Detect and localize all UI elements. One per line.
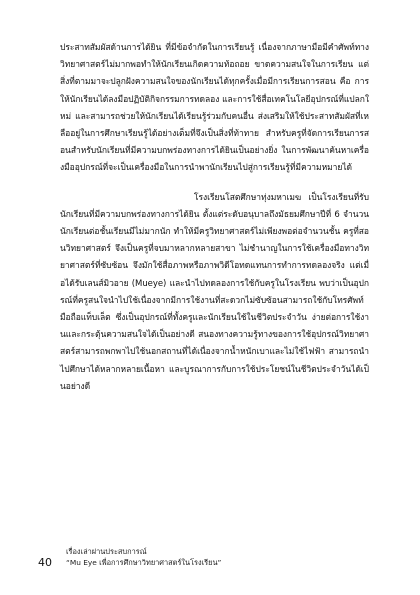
paragraph-2: โรงเรียนโสตศึกษาทุ่งมหาเมฆ เป็นโรงเรียนที่รับนักเรียนที่มีความบกพร่องทางการได้ยิน ตั้งแต่ระดับอนุบาลถึงมัธยมศึกษาปีที่ 6 จำนวนนักเรียนต่อชั้นเรียนมีไม่มากนัก ทำให้มีครูวิทยาศาสตร์ไม่เพียงพอต่อจำนวนชั้น ครูที่สอนวิทยาศาสตร์ จึงเป็นครูที่จบมาหลากหลายสาขา ไม่ชำนาญในการใช้เครื่องมือทางวิทยาศาสตร์ที่ซับซ้อน จึงมักใช้สื่อภาพหรือภาพวิดีโอทดแทนการทำการทดลองจริง แต่เมื่อได้รับเลนส์มิวอาย (Mueye) และนำไปทดลองการใช้กับครูในโรงเรียน พบว่าเป็นอุปกรณ์ที่ครูสนใจนำไปใช้เนื่องจากมีการใช้งานที่สะดวกไม่ซับซ้อนสามารถใช้กับโทรศัพท์มือถือแท็บเล็ต ซึ่งเป็นอุปกรณ์ที่ทั้งครูและนักเรียนใช้ในชีวิตประจำวัน ง่ายต่อการใช้งานและกระตุ้นความสนใจได้เป็นอย่างดี สนองทางความรู้ทางของการใช้อุปกรณ์วิทยาศาสตร์สามารถพกพาไปใช้นอกสถานที่ได้เนื่องจากน้ำหนักเบาและไม่ใช้ไฟฟ้า สามารถนำไปศึกษาได้หลากหลายเนื้อหา และบูรณาการกับการใช้ประโยชน์ในชีวิตประจำวันได้เป็นอย่างดี <box>60 192 369 392</box>
page-number: 40 <box>38 556 52 569</box>
body-text <box>60 40 369 396</box>
footer-book-title: “Mu Eye เพื่อการศึกษาวิทยาศาสตร์ในโรงเรียน” <box>66 558 222 567</box>
footer-series-title: เรื่องเล่าผ่านประสบการณ์ <box>66 547 147 556</box>
footer-caption <box>66 546 221 568</box>
paragraph-1: ประสาทสัมผัสด้านการได้ยิน ที่มีข้อจำกัดในการเรียนรู้ เนื่องจากภาษามือมีคำศัพท์ทางวิทยาศาสตร์ไม่มากพอทำให้นักเรียนเกิดความท้อถอย ขาดความสนใจในการเรียน แต่สิ่งที่ตามมาจะปลูกฝังความสนใจของนักเรียนได้ทุกครั้งเมื่อมีการเรียนการสอน คือ การให้นักเรียนได้ลงมือปฏิบัติกิจกรรมการทดลอง และการใช้สื่อเทคโนโลยีอุปกรณ์ที่แปลกใหม่ และสามารถช่วยให้นักเรียนได้เรียนรู้ร่วมกับคนอื่น ส่งเสริมให้ใช้ประสาทสัมผัสที่เหลืออยู่ในการศึกษาเรียนรู้ได้อย่างเต็มที่จึงเป็นสิ่งที่ท้าทาย สำหรับครูที่จัดการเรียนการสอนสำหรับนักเรียนที่มีความบกพร่องทางการได้ยินเป็นอย่างยิ่ง ในการพัฒนาค้นหาเครื่องมืออุปกรณ์ที่จะเป็นเครื่องมือในการนำพานักเรียนไปสู่การเรียนรู้ที่มีความหมายได้ <box>60 43 369 174</box>
